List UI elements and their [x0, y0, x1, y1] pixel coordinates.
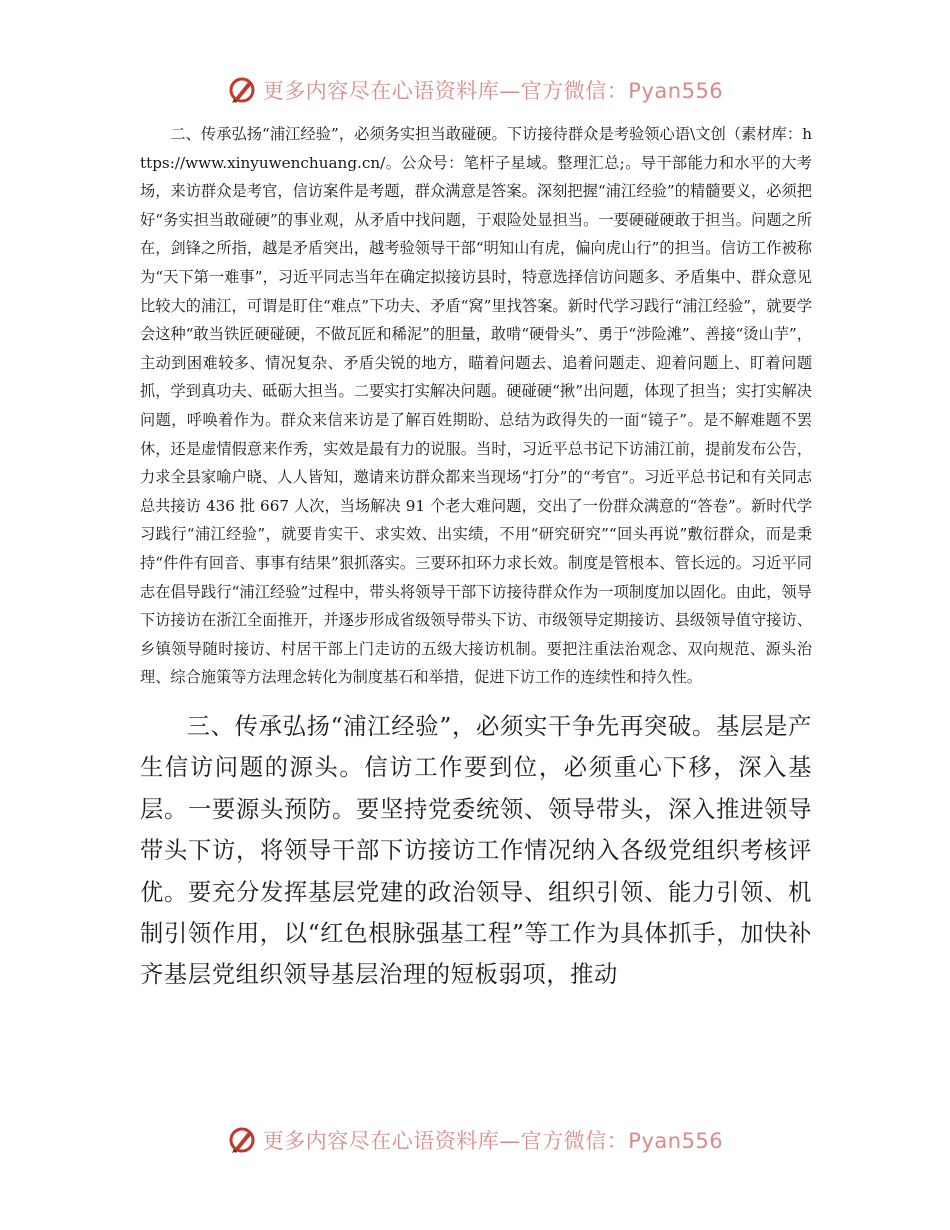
pen-circle-logo-icon: [227, 1125, 257, 1155]
pen-circle-logo-icon: [227, 75, 257, 105]
header-watermark-text: 更多内容尽在心语资料库—官方微信：Pyan556: [262, 79, 724, 103]
footer-watermark-text: 更多内容尽在心语资料库—官方微信：Pyan556: [262, 1129, 724, 1153]
header-watermark: [0, 70, 950, 110]
paragraph-1: 二、传承弘扬“浦江经验”，必须务实担当敢碰硬。下访接待群众是考验领心语\文创（素材库：https://www.xinyuwenchuang.cn/。公众号：笔杆子星域。整理汇总;。导干部能力和水平的大考场，来访群众是考官，信访案件是考题，群众满意是答案。深刻把握“浦江经验”的精髓要义，必须把好“务实担当敢碰硬”的事业观，从矛盾中找问题，于艰险处显担当。一要硬碰硬敢于担当。问题之所在，剑锋之所指，越是矛盾突出，越考验领导干部“明知山有虎，偏向虎山行”的担当。信访工作被称为“天下第一难事”，习近平同志当年在确定拟接访县时，特意选择信访问题多、矛盾集中、群众意见比较大的浦江，可谓是盯住“难点”下功夫、矛盾“窝”里找答案。新时代学习践行“浦江经验”，就要学会这种“敢当铁匠硬碰硬，不做瓦匠和稀泥”的胆量，敢啃“硬骨头”、勇于“涉险滩”、善接“烫山芋”，主动到困难较多、情况复杂、矛盾尖锐的地方，瞄着问题去、追着问题走、迎着问题上、盯着问题抓，学到真功夫、砥砺大担当。二要实打实解决问题。硬碰硬“揪”出问题，体现了担当；实打实解决问题，呼唤着作为。群众来信来访是了解百姓期盼、总结为政得失的一面“镜子”。是不解难题不罢休，还是虚情假意来作秀，实效是最有力的说服。当时，习近平总书记下访浦江前，提前发布公告，力求全县家喻户晓、人人皆知，邀请来访群众都来当现场“打分”的“考官”。习近平总书记和有关同志总共接访 436 批 667 人次，当场解决 91 个老大难问题，交出了一份群众满意的“答卷”。新时代学习践行“浦江经验”，就要肯实干、求实效、出实绩，不用“研究研究”“回头再说”敷衍群众，而是秉持“件件有回音、事事有结果”狠抓落实。三要环扣环力求长效。制度是管根本、管长远的。习近平同志在倡导践行“浦江经验”过程中，带头将领导干部下访接待群众作为一项制度加以固化。由此，领导下访接访在浙江全面推开，并逐步形成省级领导带头下访、市级领导定期接访、县级领导值守接访、乡镇领导随时接访、村居干部上门走访的五级大接访机制。要把注重法治观念、双向规范、源头治理、综合施策等方法理念转化为制度基石和举措，促进下访工作的连续性和持久性。: [140, 125, 812, 687]
footer-watermark: [0, 1120, 950, 1160]
document-body: [140, 120, 812, 996]
paragraph-2: 三、传承弘扬“浦江经验”，必须实干争先再突破。基层是产生信访问题的源头。信访工作要到位，必须重心下移，深入基层。一要源头预防。要坚持党委统领、领导带头，深入推进领导带头下访，将领导干部下访接访工作情况纳入各级党组织考核评优。要充分发挥基层党建的政治领导、组织引领、能力引领、机制引领作用，以“红色根脉强基工程”等工作为具体抓手，加快补齐基层党组织领导基层治理的短板弱项，推动: [140, 712, 812, 989]
